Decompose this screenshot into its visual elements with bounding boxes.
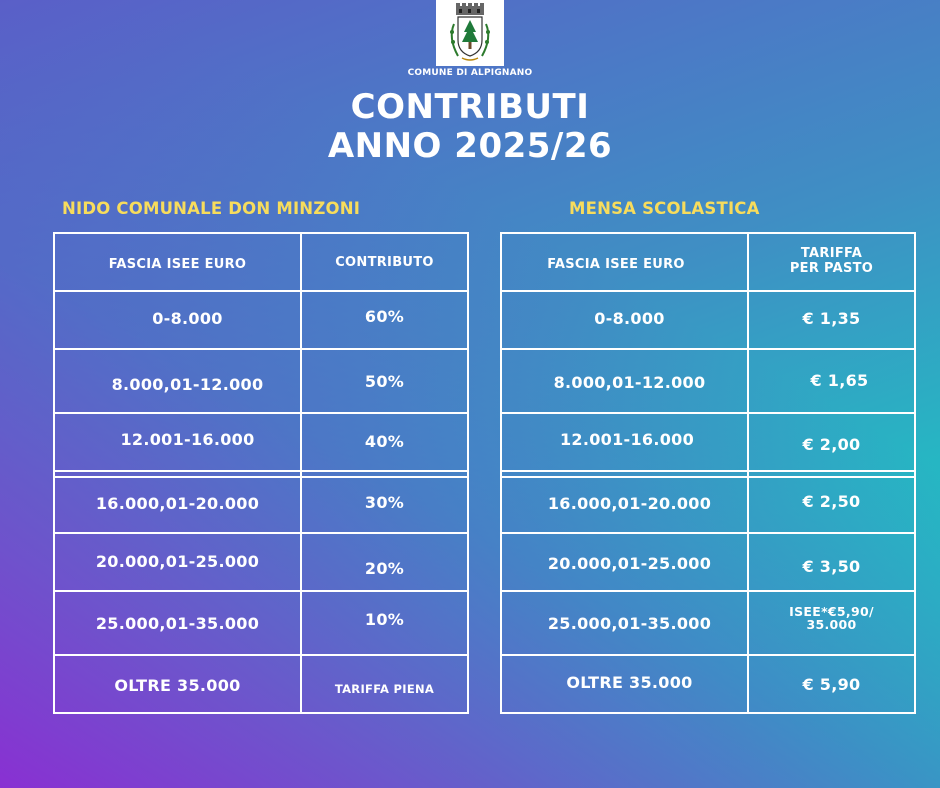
- mensa-row-valore: € 2,50: [802, 492, 861, 511]
- mensa-row-valore: € 5,90: [802, 675, 861, 694]
- mensa-col2-header: [749, 247, 914, 277]
- nido-section-title: NIDO COMUNALE DON MINZONI: [62, 199, 361, 218]
- page-title-line1: CONTRIBUTI: [350, 87, 590, 127]
- mensa-col2-header-line1: TARIFFA: [800, 246, 863, 261]
- nido-row-fascia: 25.000,01-35.000: [95, 614, 260, 633]
- nido-row-valore: 60%: [364, 307, 405, 326]
- mensa-row-valore: € 1,35: [802, 309, 861, 328]
- nido-row-fascia: 20.000,01-25.000: [95, 552, 260, 571]
- nido-row-valore: 20%: [364, 559, 405, 578]
- mensa-row-fascia: OLTRE 35.000: [566, 673, 693, 692]
- nido-row-fascia: 16.000,01-20.000: [95, 494, 260, 513]
- mensa-col2-header-line2: PER PASTO: [789, 260, 874, 276]
- mensa-row-valore-line1: ISEE*€5,90/: [789, 604, 874, 619]
- mensa-row-fascia: 20.000,01-25.000: [547, 554, 712, 573]
- coat-of-arms-icon: [436, 0, 504, 66]
- nido-row-fascia: 0-8.000: [152, 309, 223, 328]
- nido-col1-header: FASCIA ISEE EURO: [108, 257, 247, 272]
- nido-row-valore: 30%: [364, 493, 405, 512]
- nido-row-fascia: 12.001-16.000: [120, 430, 255, 449]
- mensa-section-title: MENSA SCOLASTICA: [569, 199, 760, 218]
- mensa-row-valore: € 3,50: [802, 557, 861, 576]
- comune-label: COMUNE DI ALPIGNANO: [407, 68, 533, 78]
- logo: [436, 0, 504, 66]
- page-title-line2: ANNO 2025/26: [327, 126, 613, 166]
- mensa-row-valore-line2: 35.000: [806, 617, 857, 633]
- nido-row-valore: 50%: [364, 372, 405, 391]
- mensa-row-fascia: 16.000,01-20.000: [547, 494, 712, 513]
- mensa-row-fascia: 0-8.000: [594, 309, 665, 328]
- nido-row-valore: TARIFFA PIENA: [334, 682, 435, 696]
- nido-row-valore: 10%: [364, 610, 405, 629]
- mensa-row-valore: [749, 605, 914, 631]
- mensa-row-valore: € 1,65: [810, 371, 869, 390]
- nido-row-fascia: OLTRE 35.000: [114, 676, 241, 695]
- mensa-row-fascia: 12.001-16.000: [559, 430, 695, 449]
- nido-row-valore: 40%: [364, 432, 405, 451]
- mensa-col1-header: FASCIA ISEE EURO: [547, 257, 685, 272]
- mensa-row-fascia: 25.000,01-35.000: [547, 614, 712, 633]
- nido-row-fascia: 8.000,01-12.000: [111, 375, 264, 394]
- nido-col2-header: CONTRIBUTO: [335, 255, 434, 270]
- mensa-row-valore: € 2,00: [802, 435, 861, 454]
- mensa-row-fascia: 8.000,01-12.000: [553, 373, 706, 392]
